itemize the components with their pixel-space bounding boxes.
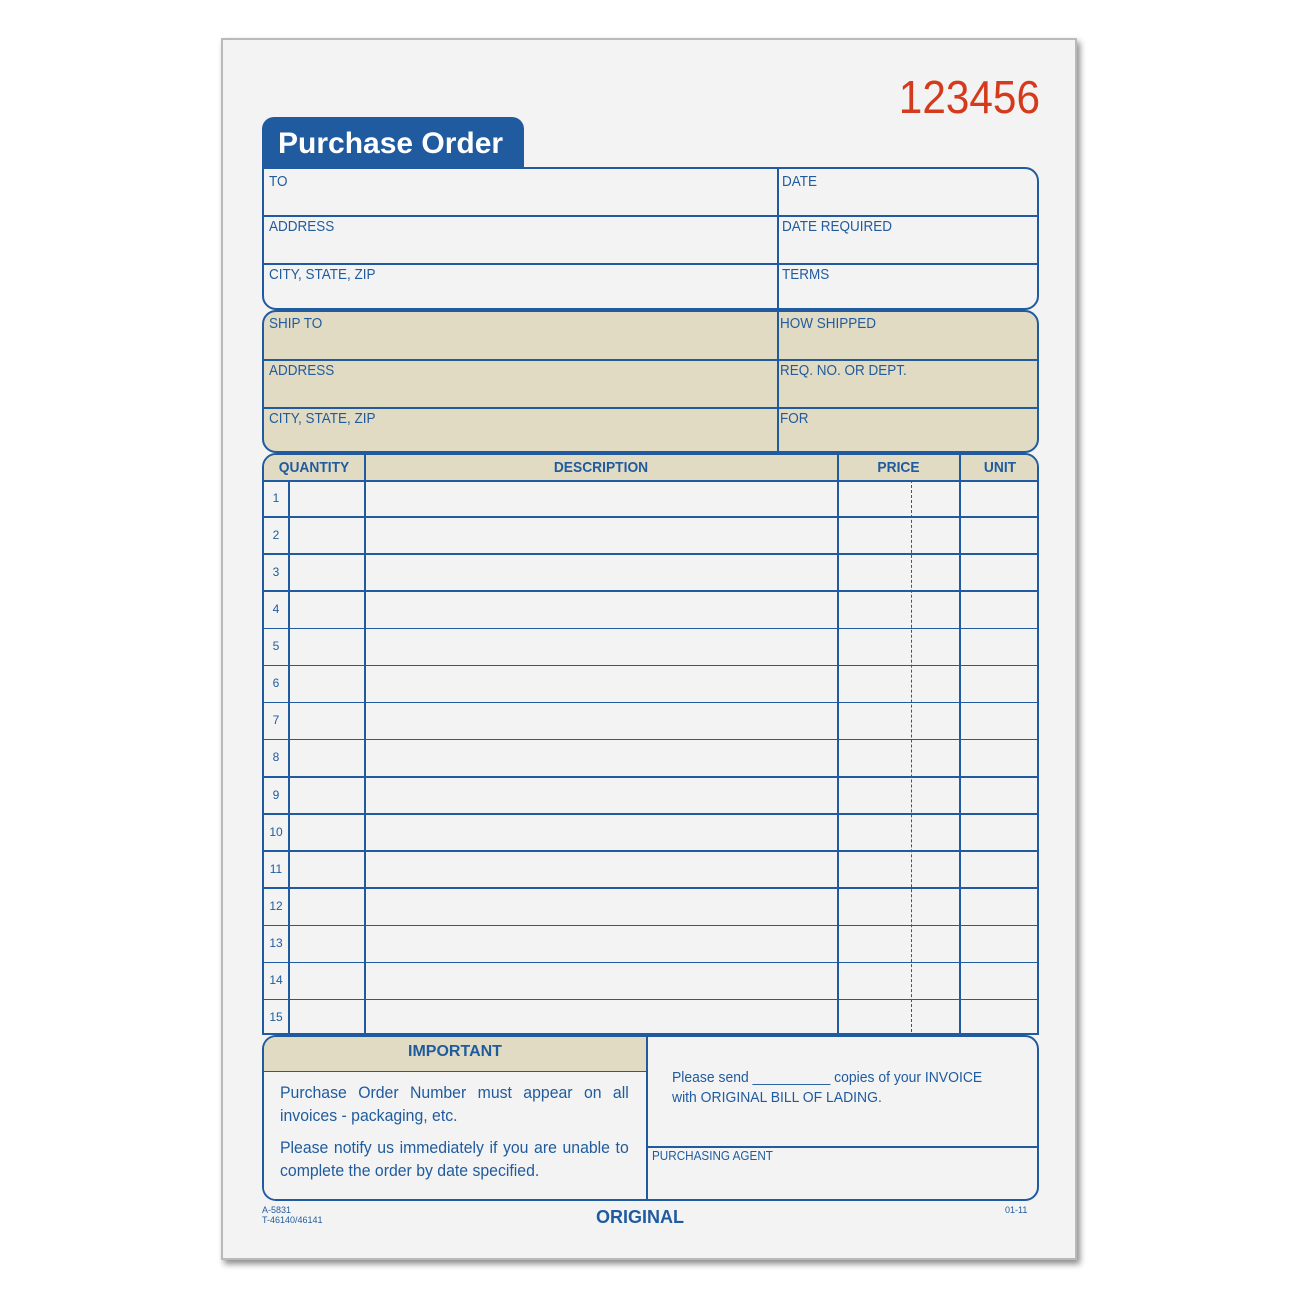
how-shipped-label: HOW SHIPPED [780,315,877,332]
revision-code: 01-11 [1005,1205,1028,1215]
copies-blank[interactable]: __________ [752,1069,831,1086]
purchasing-agent-label: PURCHASING AGENT [652,1148,773,1163]
to-label: TO [269,173,288,190]
table-row[interactable] [264,851,1039,888]
row-number: 15 [269,1010,283,1025]
city-state-zip-label: CITY, STATE, ZIP [269,266,376,283]
table-row[interactable] [264,666,1039,703]
address-label: ADDRESS [269,218,335,235]
table-row[interactable] [264,480,1039,517]
table-row[interactable] [264,888,1039,925]
line-items-table [262,453,1039,1035]
quantity-header: QUANTITY [278,459,350,476]
date-required-label: DATE REQUIRED [782,218,893,235]
table-row[interactable] [264,926,1039,963]
table-row[interactable] [264,777,1039,814]
row-number: 11 [269,861,283,876]
ship-city-state-zip-label: CITY, STATE, ZIP [269,410,376,427]
price-header: PRICE [877,459,920,476]
table-row[interactable] [264,591,1039,628]
table-row[interactable] [264,629,1039,666]
ship-address-label: ADDRESS [269,362,335,379]
table-row[interactable] [264,703,1039,740]
row-number: 10 [269,824,283,839]
table-row[interactable] [264,1000,1039,1035]
bill-of-lading-text: with ORIGINAL BILL OF LADING. [672,1089,882,1106]
date-label: DATE [782,173,818,190]
row-number: 5 [272,639,280,654]
terms-label: TERMS [782,266,830,283]
row-number: 7 [272,713,280,728]
ship-to-section [262,310,1039,453]
row-number: 3 [272,564,280,579]
invoice-agent-section [646,1035,1039,1201]
unit-header: UNIT [983,459,1017,476]
row-number: 6 [272,676,280,691]
important-heading: IMPORTANT [408,1043,502,1060]
ship-to-label: SHIP TO [269,315,323,332]
row-number: 12 [269,898,283,913]
table-row[interactable] [264,740,1039,777]
table-row[interactable] [264,554,1039,591]
table-row[interactable] [264,517,1039,554]
row-number: 4 [272,601,280,616]
form-code: A-5831 [262,1205,292,1215]
row-number: 2 [272,527,280,542]
important-note-2: Please notify us immediately if you are unable to complete the order by date specified. [280,1138,629,1180]
description-header: DESCRIPTION [553,459,649,476]
table-row[interactable] [264,963,1039,1000]
row-number: 13 [269,936,283,951]
row-number: 9 [272,787,280,802]
please-send-text: Please send [672,1069,749,1086]
row-number: 14 [269,973,283,988]
vendor-section [262,167,1039,310]
row-number: 8 [272,750,280,765]
table-row[interactable] [264,814,1039,851]
for-label: FOR [780,410,809,427]
important-section [262,1035,648,1201]
copies-text: copies of your INVOICE [834,1069,983,1086]
req-no-label: REQ. NO. OR DEPT. [780,362,907,379]
form-code-secondary: T-46140/46141 [262,1215,323,1225]
row-number: 1 [272,490,280,505]
form-title: Purchase Order [262,117,524,168]
important-note-1: Purchase Order Number must appear on all invoices - packaging, etc. [280,1083,629,1125]
copy-type-label: ORIGINAL [596,1207,684,1227]
serial-number: 123456 [898,71,1040,123]
